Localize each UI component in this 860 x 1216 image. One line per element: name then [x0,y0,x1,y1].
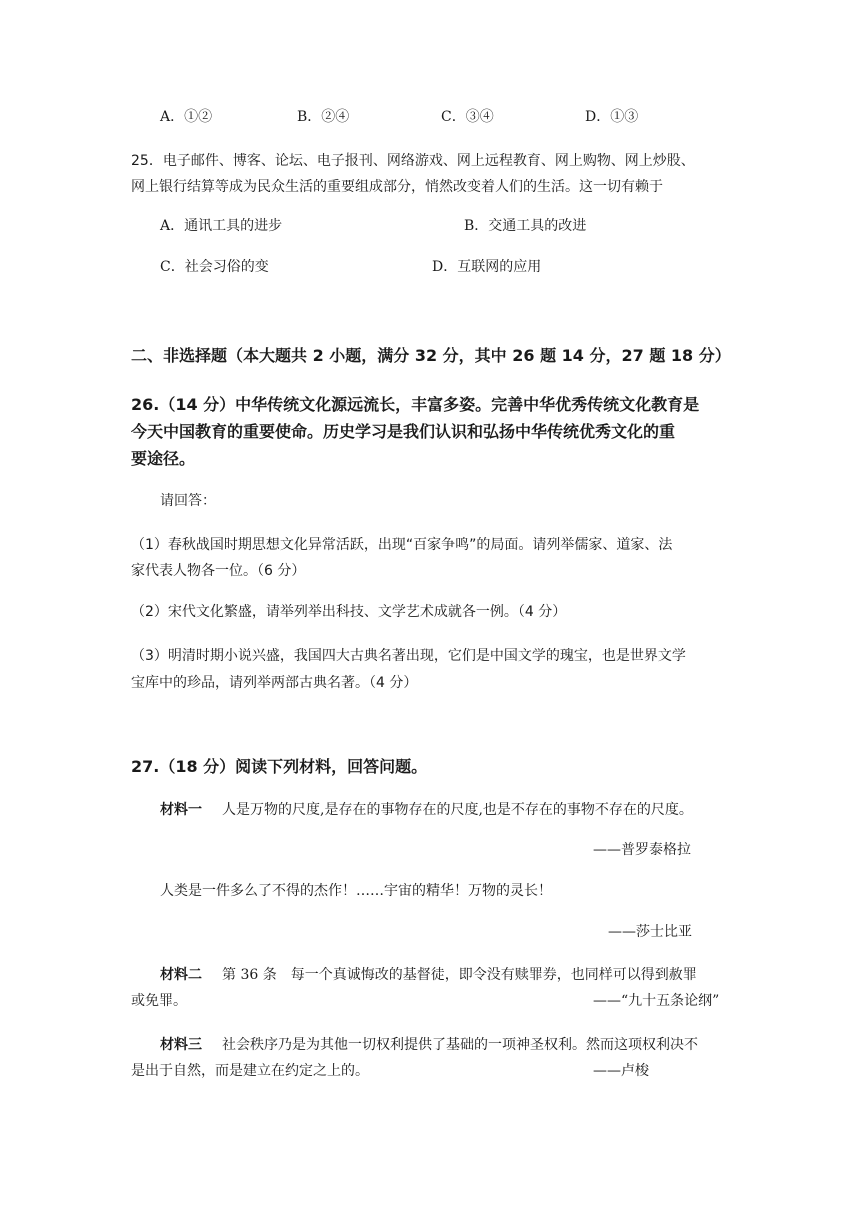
q26-stem-line-1: 26.（14 分）中华传统文化源远流长，丰富多姿。完善中华优秀传统文化教育是 [131,395,700,414]
q24-option-c: C．③④ [441,109,494,125]
q26-stem-line-3: 要途径。 [131,449,196,468]
q25-option-a: A．通讯工具的进步 [160,218,283,234]
q27-material-2-line-2: 或免罪。 [131,993,187,1009]
q25-option-c: C．社会习俗的变 [160,259,269,275]
q24-option-d: D．①③ [585,109,639,125]
q26-stem-line-2: 今天中国教育的重要使命。历史学习是我们认识和弘扬中华传统优秀文化的重 [131,422,676,441]
q25-stem-line-2: 网上银行结算等成为民众生活的重要组成部分，悄然改变着人们的生活。这一切有赖于 [131,179,663,195]
section-2-title: 二、非选择题（本大题共 2 小题，满分 32 分，其中 26 题 14 分，27 题 18 分） [131,346,731,365]
q27-material-3-line-2: 是出于自然，而是建立在约定之上的。 [131,1063,369,1079]
q27-material-1-label: 材料一 [160,802,202,818]
q27-material-2-line-1: 第 36 条 每一个真诚悔改的基督徒，即令没有赎罪券，也同样可以得到赦罪 [222,967,697,983]
q27-material-2-source: ——“九十五条论纲” [593,993,720,1009]
q27-material-2-label: 材料二 [160,967,202,983]
q24-option-b: B．②④ [297,109,350,125]
q26-prompt: 请回答： [160,493,216,509]
q26-sub1-line-2: 家代表人物各一位。（6 分） [131,563,306,579]
q25-stem-line-1: 25．电子邮件、博客、论坛、电子报刊、网络游戏、网上远程教育、网上购物、网上炒股、 [131,153,695,169]
q27-material-3-line-1: 社会秩序乃是为其他一切权利提供了基础的一项神圣权利。然而这项权利决不 [222,1037,698,1053]
q27-material-3-label: 材料三 [160,1037,202,1053]
q27-material-1b-source: ——莎士比亚 [608,924,692,940]
q27-stem: 27.（18 分）阅读下列材料，回答问题。 [131,757,428,776]
q26-sub1-line-1: （1）春秋战国时期思想文化异常活跃，出现“百家争鸣”的局面。请列举儒家、道家、法 [131,537,673,553]
q24-option-a: A．①② [160,109,213,125]
q25-option-d: D．互联网的应用 [432,259,542,275]
q27-material-1-text: 人是万物的尺度,是存在的事物存在的尺度,也是不存在的事物不存在的尺度。 [222,802,693,818]
q26-sub2: （2）宋代文化繁盛，请举列举出科技、文学艺术成就各一例。（4 分） [131,604,567,620]
q25-option-b: B．交通工具的改进 [464,218,587,234]
q27-material-1-source: ——普罗泰格拉 [593,842,691,858]
q26-sub3-line-2: 宝库中的珍品，请列举两部古典名著。（4 分） [131,675,418,691]
q27-material-1b-text: 人类是一件多么了不得的杰作！……宇宙的精华！万物的灵长！ [160,883,552,899]
q26-sub3-line-1: （3）明清时期小说兴盛，我国四大古典名著出现，它们是中国文学的瑰宝，也是世界文学 [131,648,686,664]
q27-material-3-source: ——卢梭 [593,1063,649,1079]
